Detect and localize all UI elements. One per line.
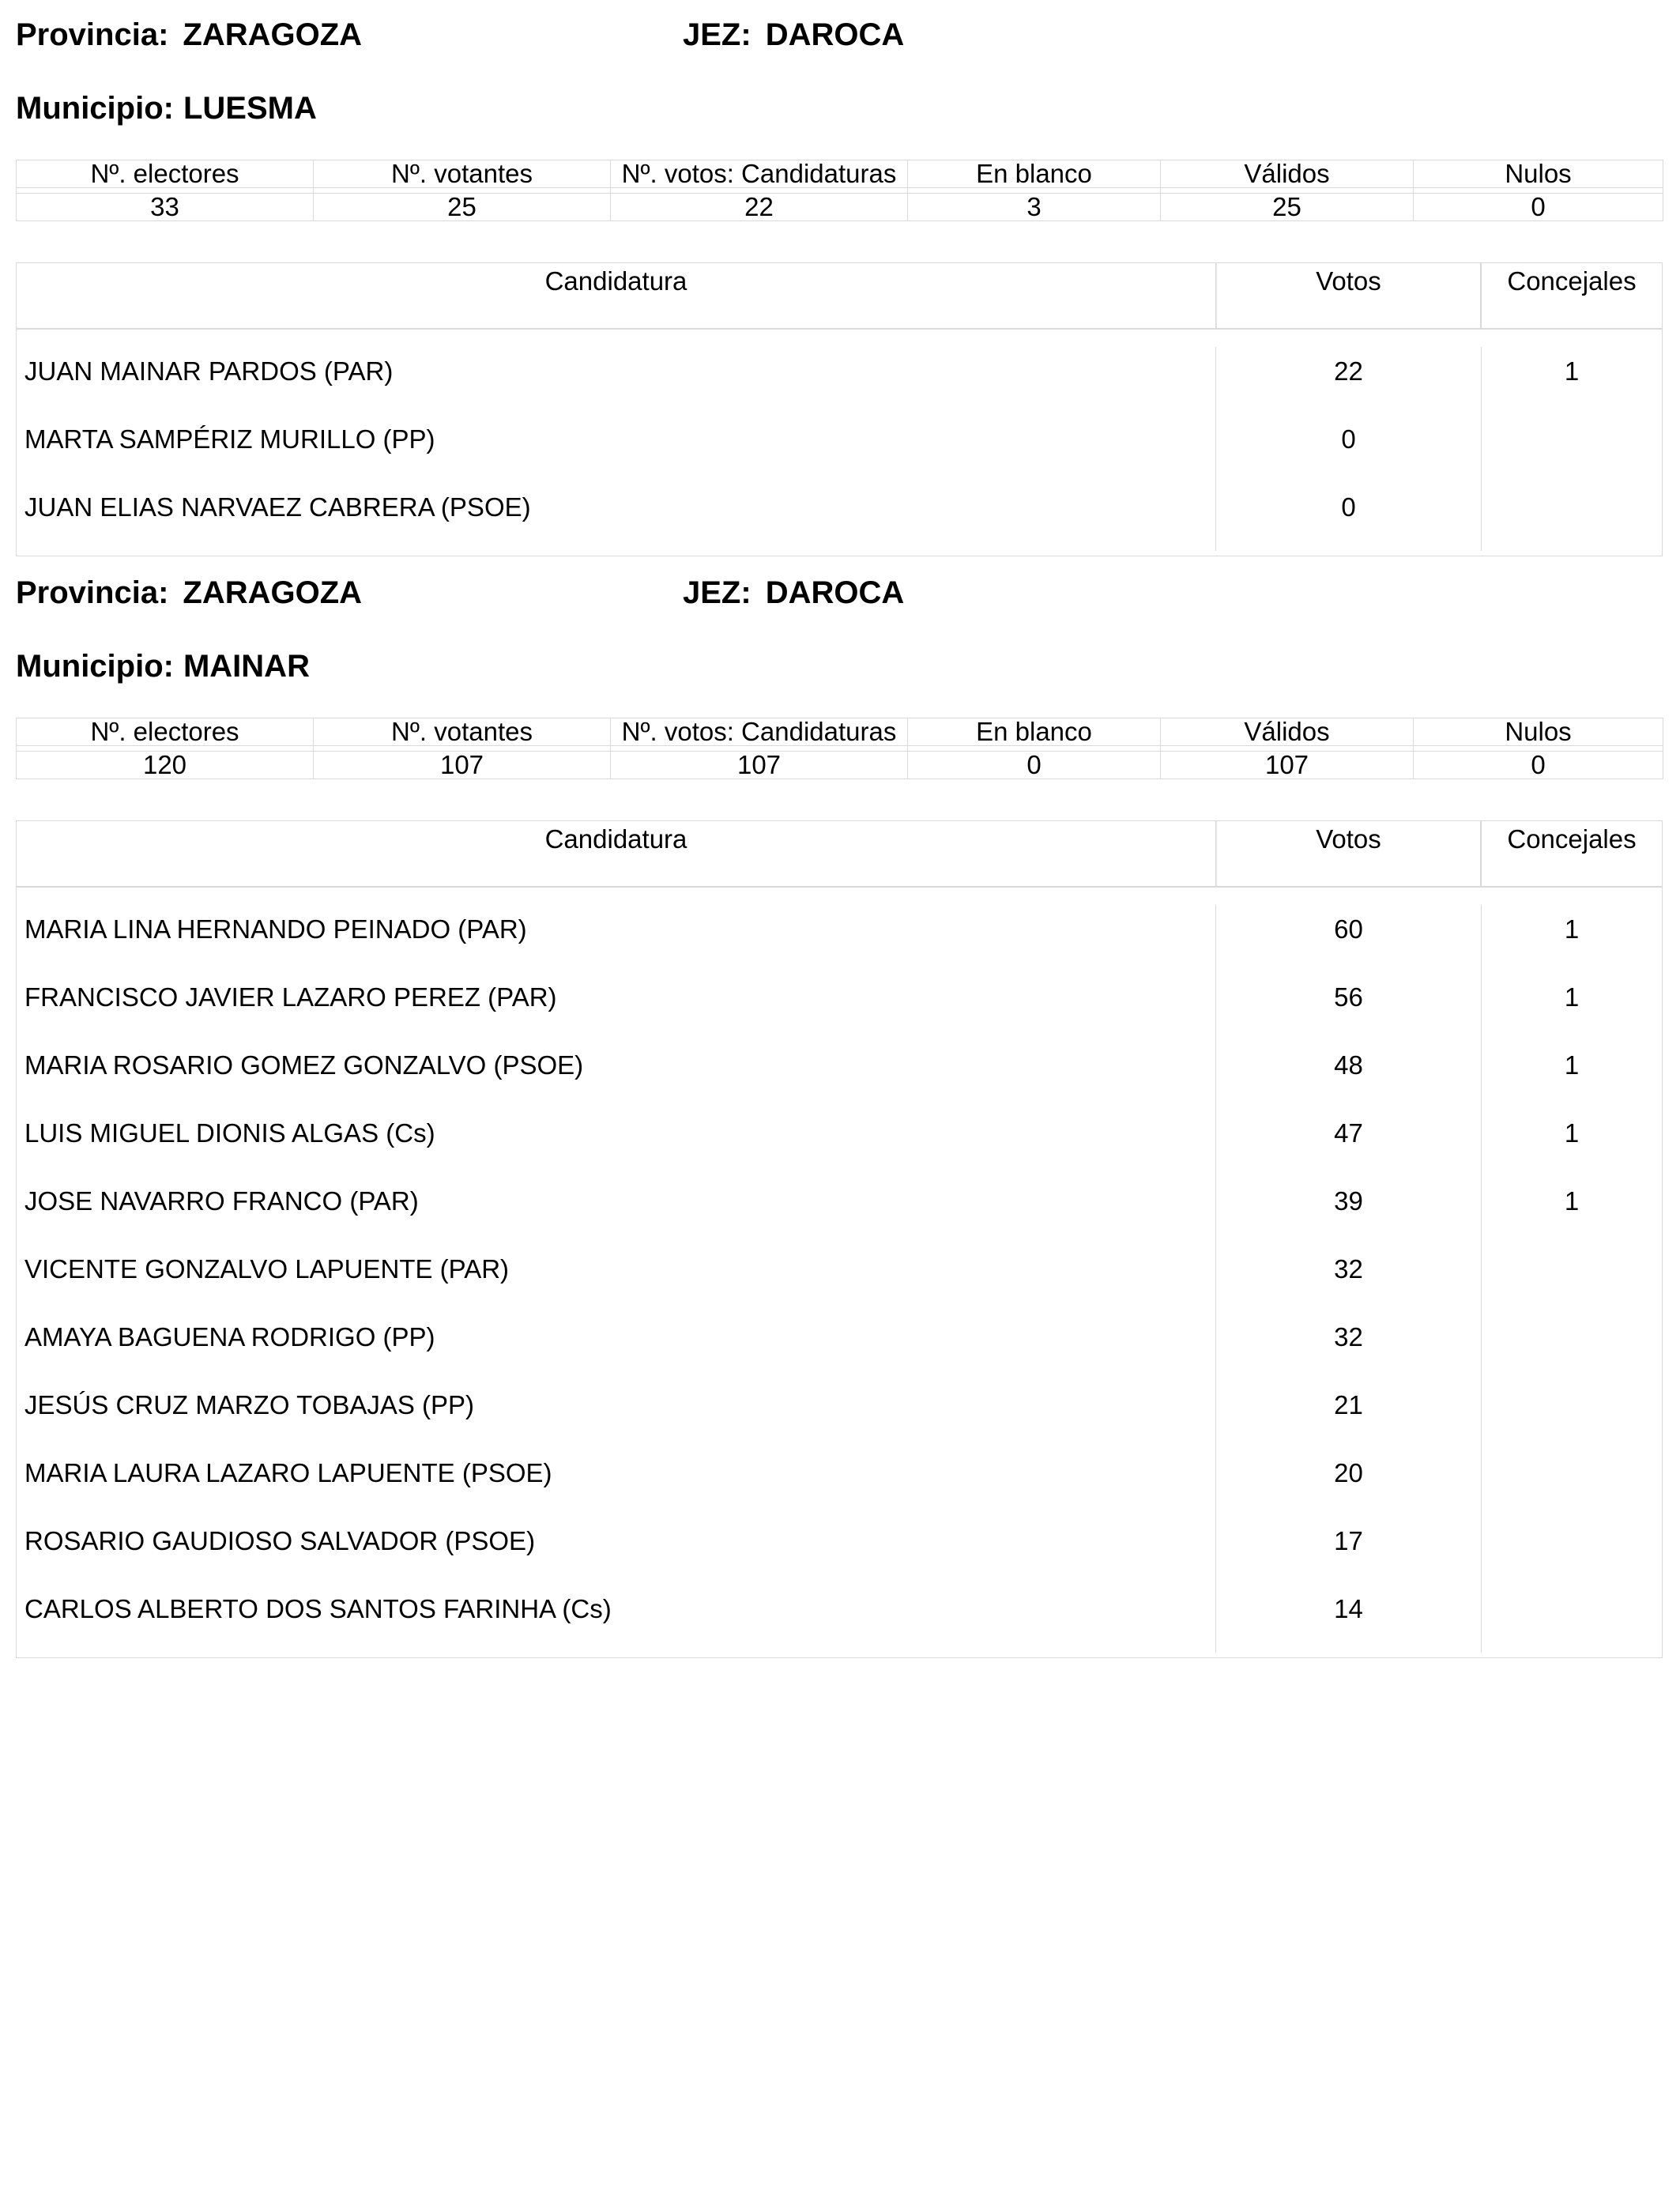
summary-value-electores: 120 — [17, 752, 314, 779]
candidate-votes: 47 — [1216, 1109, 1482, 1177]
candidate-concejales — [1482, 1313, 1662, 1381]
candidate-name: MARIA ROSARIO GOMEZ GONZALVO (PSOE) — [17, 1041, 1216, 1109]
candidates-table — [16, 262, 1663, 556]
summary-value-en-blanco: 3 — [908, 194, 1161, 221]
summary-value-votantes: 25 — [314, 194, 611, 221]
candidate-concejales — [1482, 1585, 1662, 1653]
jez-heading: JEZ: DAROCA — [683, 17, 905, 52]
candidate-concejales: 1 — [1564, 982, 1580, 1012]
summary-header-votos-candidaturas: Nº. votos: Candidaturas — [611, 160, 908, 188]
candidate-row — [17, 1177, 1662, 1245]
header-votos: Votos — [1216, 821, 1482, 886]
candidate-row — [17, 1041, 1662, 1109]
candidate-row — [17, 347, 1662, 415]
candidate-votes: 21 — [1216, 1381, 1482, 1449]
header-candidatura: Candidatura — [17, 263, 1216, 328]
candidate-votes: 60 — [1216, 905, 1482, 973]
candidate-name: JOSE NAVARRO FRANCO (PAR) — [17, 1177, 1216, 1245]
candidate-votes: 56 — [1216, 973, 1482, 1041]
candidate-concejales: 1 — [1564, 1186, 1580, 1216]
candidate-row — [17, 483, 1662, 551]
candidate-votes: 14 — [1216, 1585, 1482, 1653]
summary-header-row — [17, 160, 1663, 188]
candidates-header — [17, 263, 1662, 330]
candidate-name: AMAYA BAGUENA RODRIGO (PP) — [17, 1313, 1216, 1381]
provincia-heading: Provincia: ZARAGOZA — [16, 17, 363, 52]
candidates-table — [16, 820, 1663, 1658]
candidate-votes: 32 — [1216, 1245, 1482, 1313]
summary-value-en-blanco: 0 — [908, 752, 1161, 779]
candidate-row — [17, 1381, 1662, 1449]
summary-value-votos-candidaturas: 107 — [611, 752, 908, 779]
candidate-name: CARLOS ALBERTO DOS SANTOS FARINHA (Cs) — [17, 1585, 1216, 1653]
provincia-heading: Provincia: ZARAGOZA — [16, 575, 363, 610]
summary-value-votantes: 107 — [314, 752, 611, 779]
jez-heading: JEZ: DAROCA — [683, 575, 905, 610]
candidate-concejales: 1 — [1564, 1050, 1580, 1080]
candidate-concejales — [1482, 1449, 1662, 1517]
candidate-name: MARIA LINA HERNANDO PEINADO (PAR) — [17, 905, 1216, 973]
header-concejales: Concejales — [1507, 266, 1637, 296]
candidate-concejales: 1 — [1564, 356, 1580, 386]
summary-header-electores: Nº. electores — [17, 160, 314, 188]
candidate-row — [17, 1585, 1662, 1653]
summary-header-validos: Válidos — [1161, 718, 1414, 746]
header-candidatura: Candidatura — [17, 821, 1216, 886]
candidate-name: ROSARIO GAUDIOSO SALVADOR (PSOE) — [17, 1517, 1216, 1585]
summary-table — [16, 718, 1663, 779]
summary-value-validos: 107 — [1161, 752, 1414, 779]
summary-header-votos-candidaturas: Nº. votos: Candidaturas — [611, 718, 908, 746]
candidate-row — [17, 1245, 1662, 1313]
candidate-name: JUAN ELIAS NARVAEZ CABRERA (PSOE) — [17, 483, 1216, 551]
candidate-row — [17, 1449, 1662, 1517]
summary-value-nulos: 0 — [1414, 752, 1663, 779]
summary-header-electores: Nº. electores — [17, 718, 314, 746]
summary-header-votantes: Nº. votantes — [314, 718, 611, 746]
candidate-votes: 20 — [1216, 1449, 1482, 1517]
candidate-concejales: 1 — [1564, 914, 1580, 944]
candidate-row — [17, 1517, 1662, 1585]
summary-value-nulos: 0 — [1414, 194, 1663, 221]
candidate-name: MARTA SAMPÉRIZ MURILLO (PP) — [17, 415, 1216, 483]
candidate-votes: 32 — [1216, 1313, 1482, 1381]
candidate-row — [17, 1313, 1662, 1381]
summary-header-row — [17, 718, 1663, 746]
summary-value-votos-candidaturas: 22 — [611, 194, 908, 221]
candidates-header — [17, 821, 1662, 888]
header-votos: Votos — [1216, 263, 1482, 328]
candidate-concejales — [1482, 1381, 1662, 1449]
summary-table — [16, 160, 1663, 221]
candidate-name: MARIA LAURA LAZARO LAPUENTE (PSOE) — [17, 1449, 1216, 1517]
candidate-row — [17, 973, 1662, 1041]
summary-header-nulos: Nulos — [1414, 718, 1663, 746]
candidate-row — [17, 415, 1662, 483]
candidate-votes: 39 — [1216, 1177, 1482, 1245]
candidate-row — [17, 905, 1662, 973]
candidate-votes: 0 — [1216, 415, 1482, 483]
candidate-votes: 0 — [1216, 483, 1482, 551]
candidate-name: JESÚS CRUZ MARZO TOBAJAS (PP) — [17, 1381, 1216, 1449]
candidate-name: JUAN MAINAR PARDOS (PAR) — [17, 347, 1216, 415]
candidate-concejales — [1482, 415, 1662, 483]
summary-header-validos: Válidos — [1161, 160, 1414, 188]
candidate-name: FRANCISCO JAVIER LAZARO PEREZ (PAR) — [17, 973, 1216, 1041]
summary-header-en-blanco: En blanco — [908, 160, 1161, 188]
summary-value-row — [17, 752, 1663, 779]
candidate-name: VICENTE GONZALVO LAPUENTE (PAR) — [17, 1245, 1216, 1313]
candidate-concejales — [1482, 483, 1662, 551]
candidate-votes: 48 — [1216, 1041, 1482, 1109]
candidate-row — [17, 1109, 1662, 1177]
candidate-concejales: 1 — [1564, 1118, 1580, 1148]
summary-header-votantes: Nº. votantes — [314, 160, 611, 188]
candidate-concejales — [1482, 1517, 1662, 1585]
summary-value-validos: 25 — [1161, 194, 1414, 221]
municipio-heading: Municipio: MAINAR — [16, 649, 310, 684]
summary-value-row — [17, 194, 1663, 221]
municipio-heading: Municipio: LUESMA — [16, 91, 317, 126]
candidate-concejales — [1482, 1245, 1662, 1313]
summary-value-electores: 33 — [17, 194, 314, 221]
candidate-name: LUIS MIGUEL DIONIS ALGAS (Cs) — [17, 1109, 1216, 1177]
summary-header-nulos: Nulos — [1414, 160, 1663, 188]
candidate-votes: 22 — [1216, 347, 1482, 415]
header-concejales: Concejales — [1507, 824, 1637, 854]
candidate-votes: 17 — [1216, 1517, 1482, 1585]
summary-header-en-blanco: En blanco — [908, 718, 1161, 746]
